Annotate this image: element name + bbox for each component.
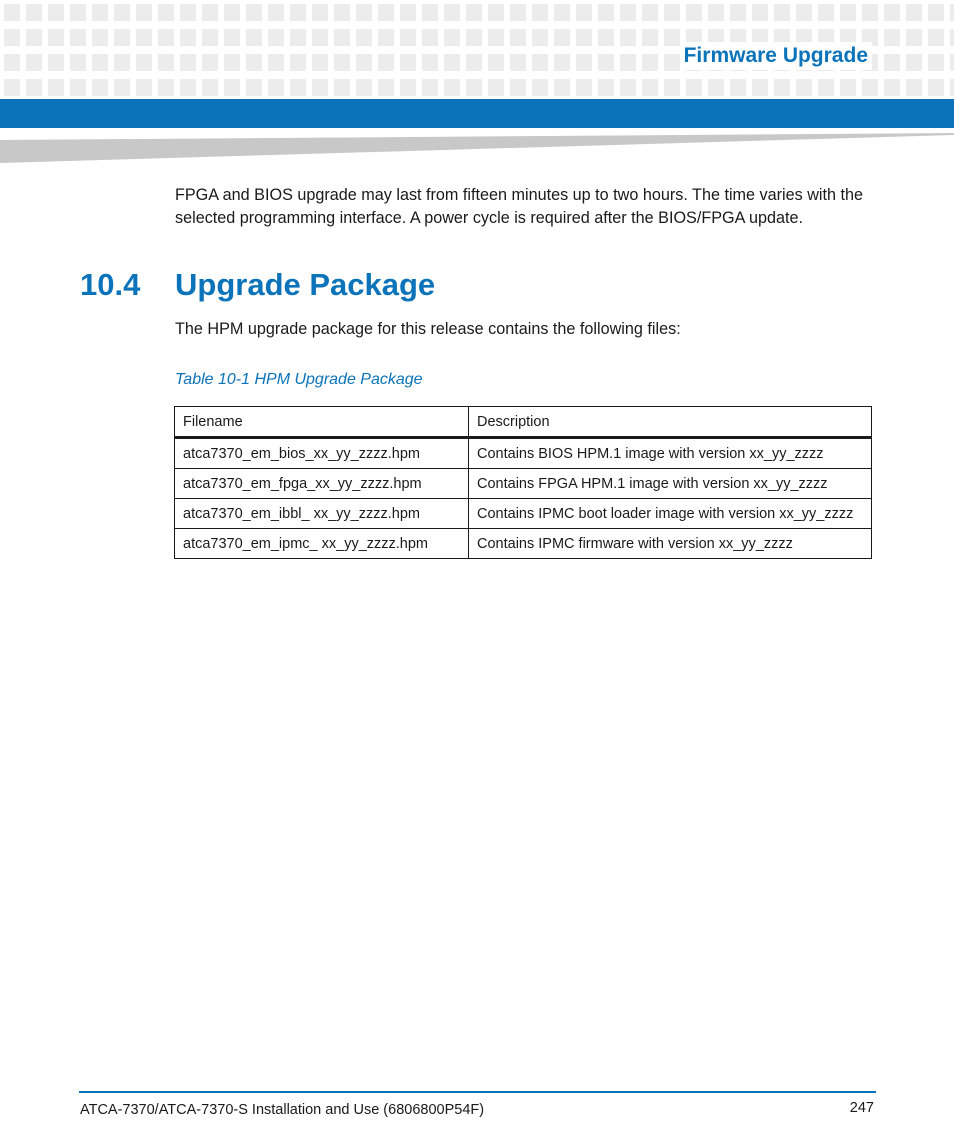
footer-page-number: 247 [849, 1100, 874, 1116]
filename-cell: atca7370_em_fpga_xx_yy_zzzz.hpm [175, 469, 469, 499]
column-header-description: Description [469, 407, 872, 438]
table-row [175, 469, 872, 499]
header-blue-bar [0, 99, 954, 128]
filename-cell: atca7370_em_ipmc_ xx_yy_zzzz.hpm [175, 529, 469, 559]
description-cell: Contains BIOS HPM.1 image with version xx_yy_zzzz [469, 438, 872, 469]
section-heading [80, 264, 435, 306]
filename-cell: atca7370_em_bios_xx_yy_zzzz.hpm [175, 438, 469, 469]
header-gray-wedge [0, 133, 954, 163]
table-caption: Table 10-1 HPM Upgrade Package [175, 371, 423, 388]
intro-paragraph: FPGA and BIOS upgrade may last from fifteen minutes up to two hours. The time varies with the selected programming interface. A power cycle is required after the BIOS/FPGA update. [175, 186, 863, 227]
column-header-filename: Filename [175, 407, 469, 438]
table-row [175, 529, 872, 559]
filename-cell: atca7370_em_ibbl_ xx_yy_zzzz.hpm [175, 499, 469, 529]
table-row [175, 499, 872, 529]
table-row [175, 438, 872, 469]
section-title: Upgrade Package [175, 267, 436, 302]
footer-document-title: ATCA-7370/ATCA-7370-S Installation and Use (6806800P54F) [80, 1102, 485, 1118]
footer-divider [79, 1091, 876, 1093]
description-cell: Contains IPMC firmware with version xx_yy_zzzz [469, 529, 872, 559]
hpm-package-table [174, 406, 872, 559]
description-cell: Contains IPMC boot loader image with version xx_yy_zzzz [469, 499, 872, 529]
table-header-row [175, 407, 872, 438]
section-lead-text: The HPM upgrade package for this release contains the following files: [175, 320, 681, 338]
chapter-header-title: Firmware Upgrade [680, 42, 872, 70]
description-cell: Contains FPGA HPM.1 image with version xx_yy_zzzz [469, 469, 872, 499]
section-number: 10.4 [80, 267, 141, 302]
